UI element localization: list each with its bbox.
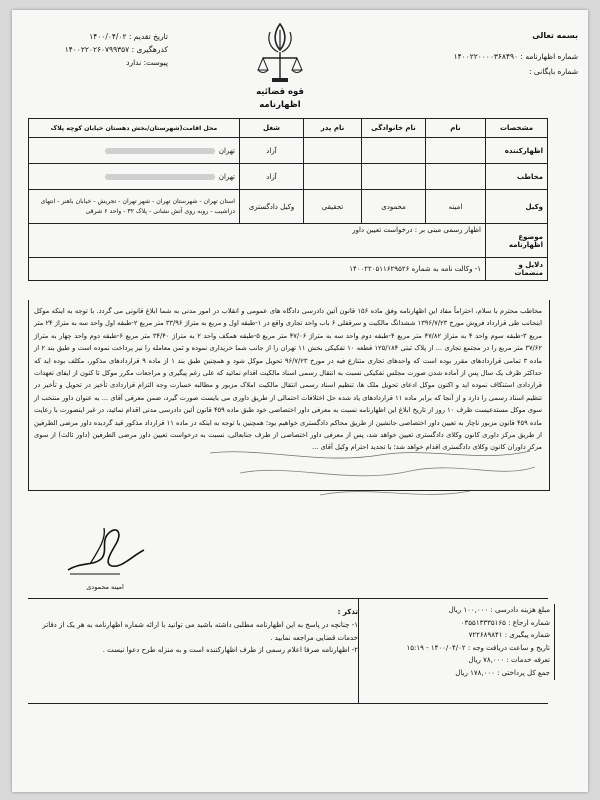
cell-address: استان تهران - شهرستان تهران - شهر تهران - تجریش - خیابان باهنر - انتهای دزاشیب - روبه روی آتش نشانی - پلاک ۳۲ - واحد ۶ شرقی: [29, 190, 240, 224]
cell-address: [29, 164, 240, 190]
fee-total: جمع کل پرداختی : ۱۷۸,۰۰۰ ریال: [455, 668, 550, 677]
signature-icon: [60, 520, 150, 580]
table-row: [29, 138, 548, 164]
subject-label: موضوع اظهارنامه: [486, 224, 548, 258]
row-label: مخاطب: [486, 164, 548, 190]
cell-last-name: [362, 164, 426, 190]
th-last-name: نام خانوادگی: [362, 119, 426, 138]
cell-address: [29, 138, 240, 164]
submit-date: تاریخ تقدیم : ۱۴۰۰/۰۴/۰۲: [89, 32, 168, 41]
fee-receipt: تاریخ و ساعت دریافت وجه : ۱۴۰۰/۰۴/۰۲ - ۱۵:۱۹: [406, 643, 550, 652]
redacted-block: [105, 148, 215, 154]
doc-title: اظهارنامه: [259, 100, 301, 110]
th-job: شغل: [240, 119, 304, 138]
signature-name: امینه محمودی: [86, 583, 124, 591]
evidence-row: [29, 258, 548, 281]
cell-last-name: محمودی: [362, 190, 426, 224]
divider: [28, 598, 548, 599]
petition-body-text: مخاطب محترم با سلام، احتراماً مفاد این اظهارنامه وفق ماده ۱۵۶ قانون آئین دادرسی دادگاه های عمومی و انقلاب در امور مدنی به شما ابلاغ قانونی می گردد. با توجه به اینکه موکل اینجانب طی قرارداد فروش مورخ ۱۳۹۶/۷/۲۳ ششدانگ مالکیت و سرقفلی ۶ باب واحد تجاری واقع در ۱-طبقه اول و مربع به متراژ ۳۳/۹۶ متر مربع ۲-طبقه اول واحد سه به متراژ ۲۴ متر مربع ۳-طبقه سوم واحد ۴ به متراژ ۴۷/۸۲ متر مربع ۴-طبقه دوم واحد سه به متراژ ۴۷/۰۶ متر مربع ۵-طبقه همکف واحد ۲ به متراژ ۳۴/۴۰ متر مربع ۶-طبقه دوم واحد چهار به متراژ ۳۷/۶۲ متر مربع را در مجتمع تجاری ... از پلاک ثبتی ۱۲۵/۱۸۴ قطعه ۱۰ تفکیکی بخش ۱۱ تهران را از جانب شما خریداری نموده و ثمن معامله را نیز پرداخت نموده است و طبق بند ۲ از ماده ۳ تمامی قراردادهای مقرر بوده است که واحدهای تجاری متنازع فیه در مورخ ۹۶/۷/۲۳ تحویل موکل شود و همچنین طبق بند ۱ از ماده ۹ قراردادهای مذکور، مکلف بوده اید که حداکثر ظرف یک سال پس از آماده شدن صورت مجلس تفکیکی نسبت به انتقال رسمی اسناد مالکیت اقدام نمائید که علی رغم پیگیری و مراجعات مکرر موکل تا کنون از ایفای تعهدات قراردادی استنکاف نموده اید و اکنون موکل ادعای تحویل ملک ها، تنظیم اسناد رسمی انتقال مالکیت املاک مزبور و مطالبه خسارت وجه التزام قراردادی تأخیر در تحویل و تأخیر در تنظیم اسناد رسمی را دارد و از آنجا که برابر ماده ۱۱ قراردادهای یاد شده حل اختلافات احتمالی از طریق داوری می بایست صورت گیرد، ضمن معرفی آقای ... به عنوان داور منتخب از سوی موکل مستدعیست ظرف ۱۰ روز از تاریخ ابلاغ این اظهارنامه نسبت به معرفی داور اختصاصی خود طبق ماده ۴۵۹ قانون آئین دادرسی مدنی اقدام نمائید، در غیر اینصورت با رعایت ماده ۴۵۹ قانون مزبور ناچار به تعیین داور اختصاصی جانشین از طریق محاکم دادگستری خواهیم بود؛ همچنین با توجه به اینکه در ماده ۱۱ قرارداد مذکور قید گردیده داور مرضی الطرفین از طریق مرکز داوری کانون وکلای دادگستری تعیین خواهد شد، پس از معرفی داور اختصاصی از طرف جنابعالی، نسبت به درخواست تعیین داور مرضی الطرفین (داور ثالث) از سوی مرکز داوران کانون وکلای دادگستری اقدام خواهد شد؛ با تجدید احترام وکیل آقای ...: [34, 307, 543, 452]
fee-cost: مبلغ هزینه دادرسی : ۱۰۰,۰۰۰ ریال: [448, 606, 550, 614]
row-label: اظهارکننده: [486, 138, 548, 164]
table-row: [29, 190, 548, 224]
evidence-value: ۱- وکالت نامه به شماره ۱۴۰۰۲۲۰۵۱۱۶۲۹۵۲۶: [29, 258, 486, 281]
fees-box: [360, 604, 555, 680]
cell-job: آزاد: [240, 138, 304, 164]
notes-box: [28, 606, 358, 657]
petition-number: شماره اظهارنامه : ۱۴۰۰۲۲۰۰۰۰۳۶۸۴۹۰: [453, 52, 578, 61]
subject-value: اظهار رسمی مبنی بر : درخواست تعیین داور: [29, 224, 486, 258]
divider: [28, 703, 548, 704]
note-line-2: ۲- اظهارنامه صرفا اعلام رسمی از طرف اظهارکننده است و به منزله طرح دعوا نیست .: [102, 646, 358, 655]
cell-first-name: امینه: [426, 190, 486, 224]
redacted-block: [105, 174, 215, 180]
cell-first-name: [426, 138, 486, 164]
subject-row: [29, 224, 548, 258]
cell-last-name: [362, 138, 426, 164]
organization-title: [220, 86, 340, 112]
fee-track-no: شماره پیگیری : ۷۲۲۶۸۹۸۴۱: [468, 631, 550, 640]
cell-first-name: [426, 164, 486, 190]
evidence-label: دلایل و منضمات: [486, 258, 548, 281]
cell-father-name: تحقیقی: [304, 190, 362, 224]
note-line-1: ۱- چنانچه در پاسخ به این اظهارنامه مطلبی داشته باشید می توانید با ارائه شماره اظهارنامه به هر یک از دفاتر خدمات قضایی مراجعه نمایید .: [42, 620, 358, 642]
header-right: [408, 28, 578, 79]
fee-ref-no: شماره ارجاع : ۰۳۵۵۱۳۳۳۵۱۶۵: [460, 618, 550, 627]
cell-father-name: [304, 138, 362, 164]
th-address: محل اقامت(شهرستان/بخش دهستان خیابان کوچه پلاک: [29, 119, 240, 138]
address-text: تهران: [218, 172, 235, 181]
th-first-name: نام: [426, 119, 486, 138]
cell-job: آزاد: [240, 164, 304, 190]
bismillah: بسمه تعالی: [532, 31, 578, 40]
address-text: تهران: [218, 146, 235, 155]
table-row: [29, 164, 548, 190]
table-header-row: [29, 119, 548, 138]
pen-scribble-icon: [200, 445, 540, 505]
cell-father-name: [304, 164, 362, 190]
row-label: وکیل: [486, 190, 548, 224]
fee-tariff: تعرفه خدمات : ۷۸,۰۰۰ ریال: [468, 656, 550, 665]
cell-job: وکیل دادگستری: [240, 190, 304, 224]
archive-number: شماره بایگانی :: [529, 67, 578, 76]
header-left: [18, 30, 168, 69]
attachment: پیوست: ندارد: [126, 58, 168, 67]
divider: [358, 598, 359, 703]
org-name: قوه قضائیه: [256, 87, 304, 97]
parties-table: [28, 118, 548, 281]
th-father-name: نام پدر: [304, 119, 362, 138]
tracking-code: کدرهگیری : ۱۴۰۰۲۲۰۲۶۰۷۹۹۳۵۷: [64, 45, 168, 54]
notes-title: تذکر :: [337, 608, 358, 616]
th-spec: مشخصات: [486, 119, 548, 138]
judiciary-emblem-icon: [255, 20, 305, 90]
